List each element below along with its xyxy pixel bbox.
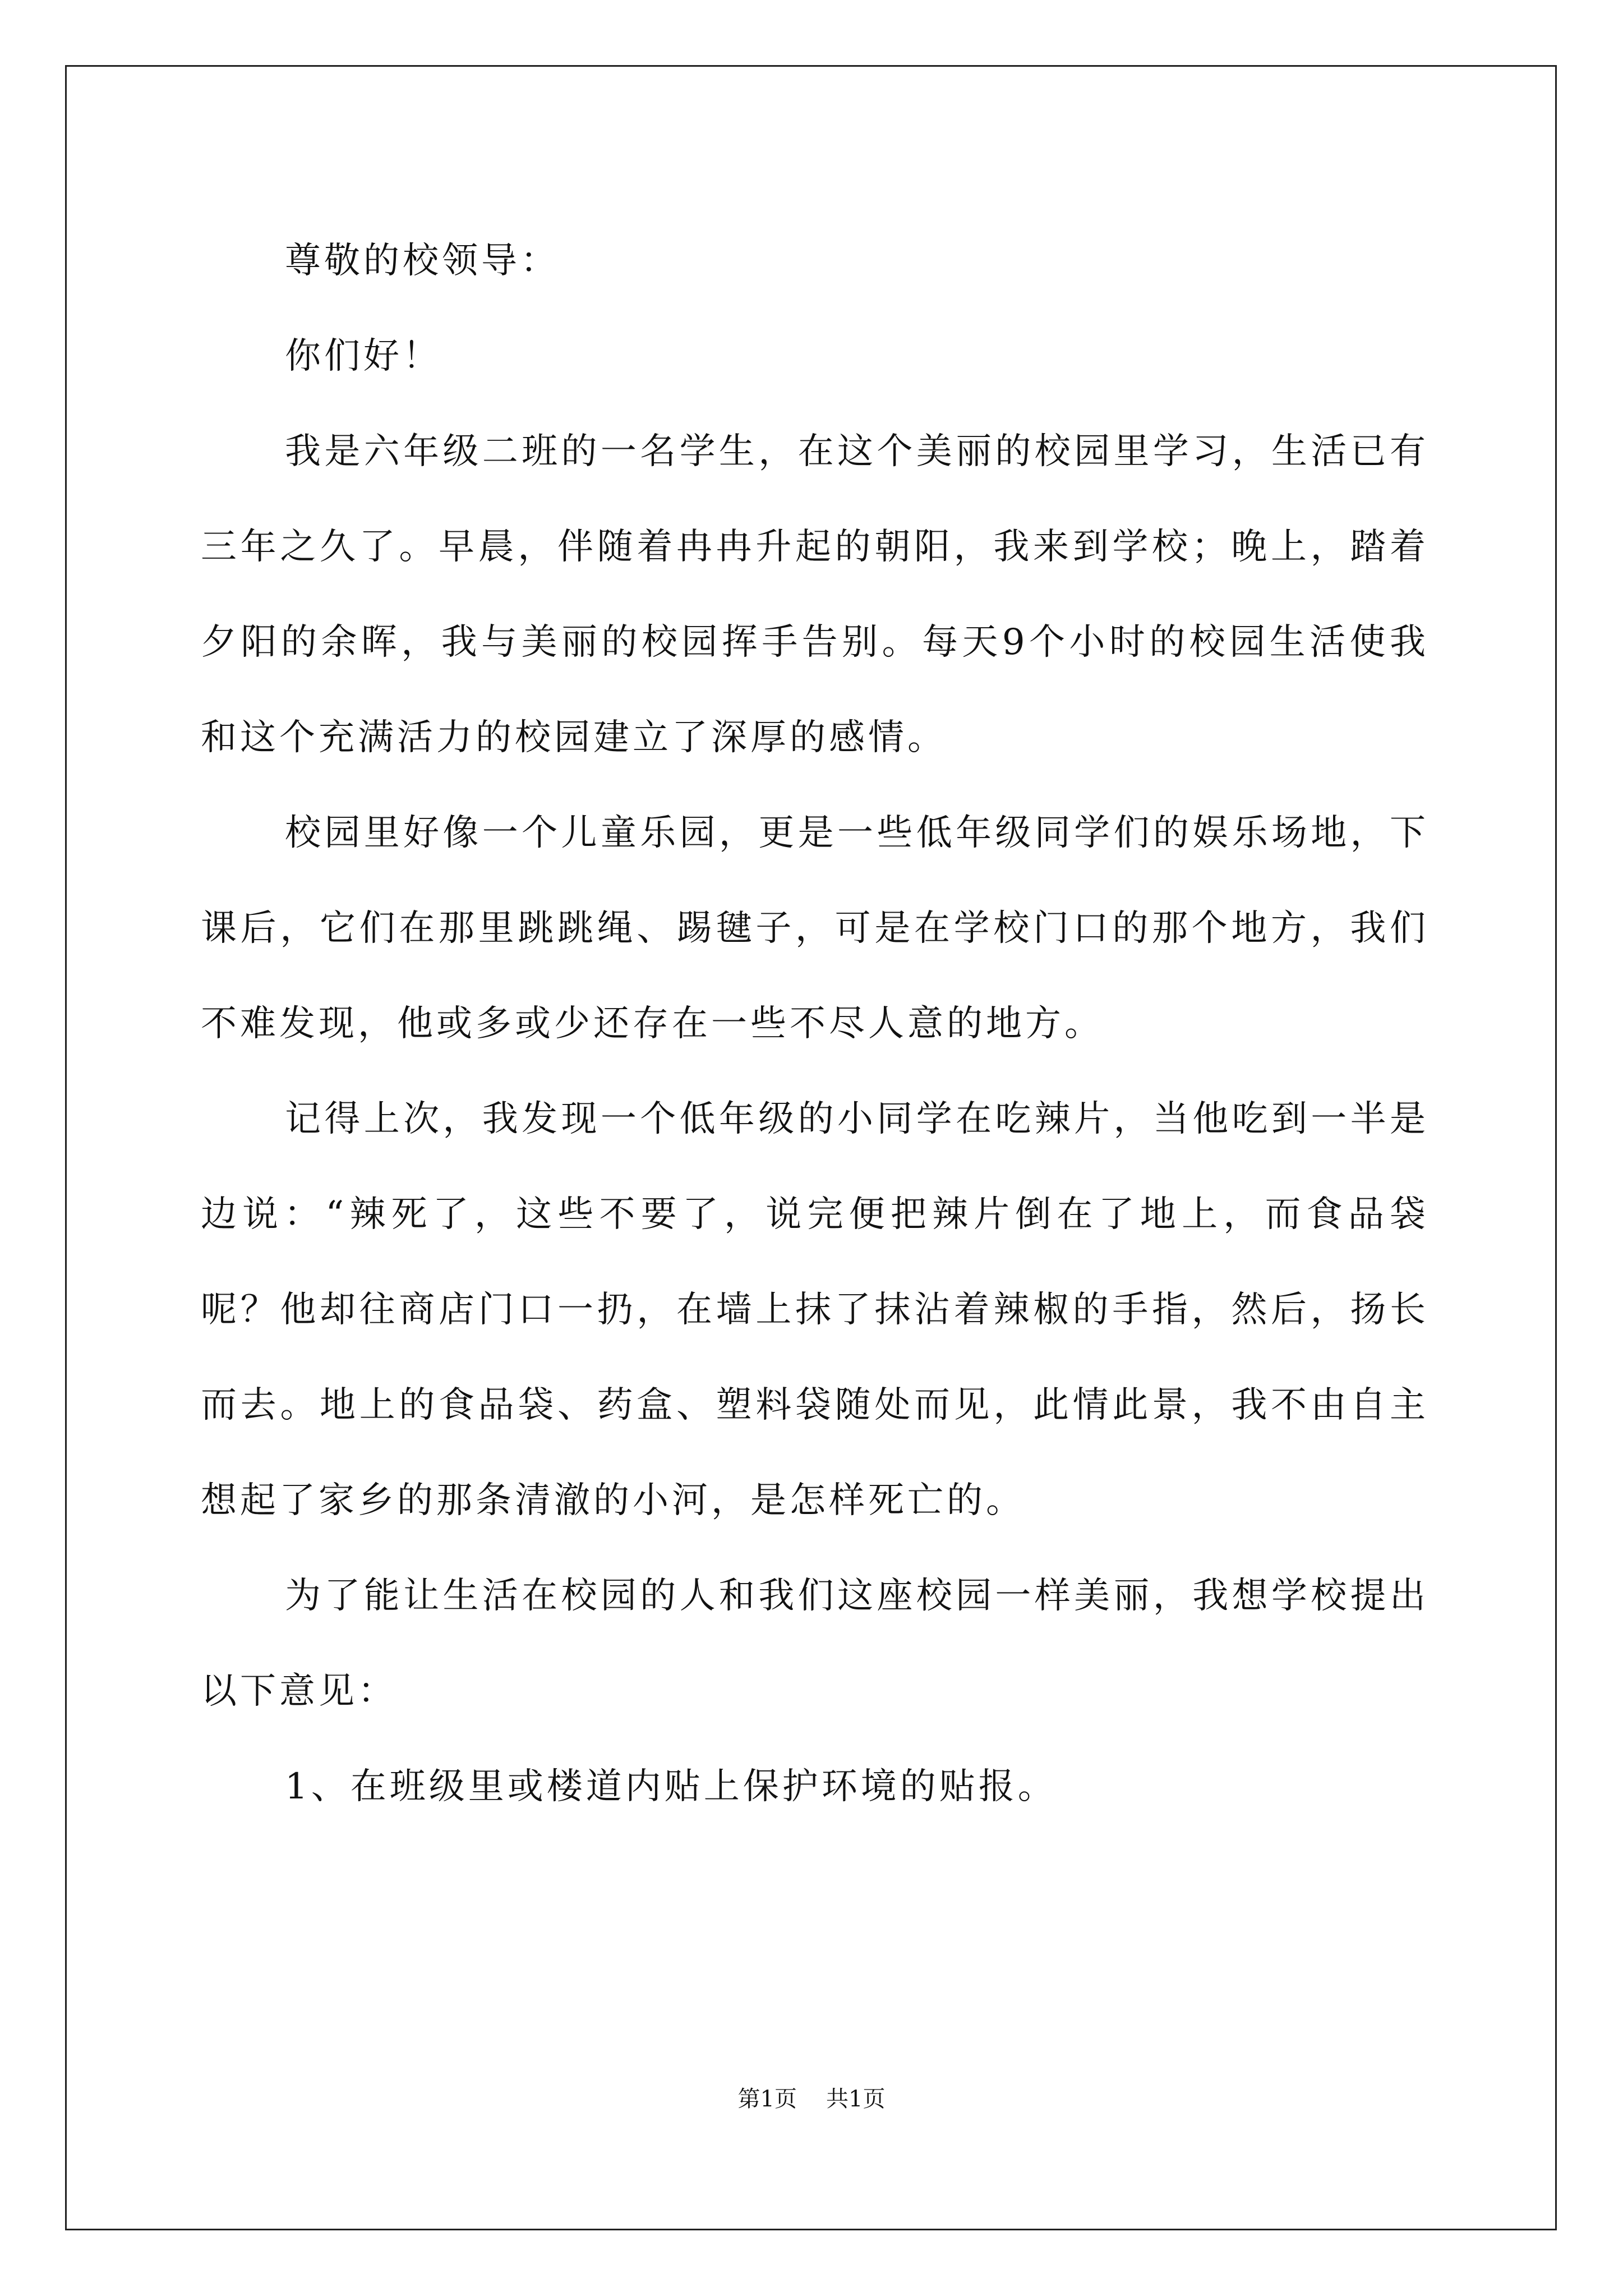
page-footer xyxy=(0,2083,1623,2115)
paragraph-campus: 校园里好像一个儿童乐园，更是一些低年级同学们的娱乐场地，下课后，它们在那里跳跳绳、踢毽子，可是在学校门口的那个地方，我们不难发现，他或多或少还存在一些不尽人意的地方。 xyxy=(201,812,1429,1045)
suggestion-item-1: 1、在班级里或楼道内贴上保护环境的贴报。 xyxy=(285,1766,1057,1807)
paragraph-proposal: 为了能让生活在校园的人和我们这座校园一样美丽，我想学校提出以下意见： xyxy=(201,1575,1429,1712)
letter-body xyxy=(201,213,1429,1834)
paragraph-intro: 我是六年级二班的一名学生，在这个美丽的校园里学习，生活已有三年之久了。早晨，伴随着冉冉升起的朝阳，我来到学校；晚上，踏着夕阳的余晖，我与美丽的校园挥手告别。每天9个小时的校园生活使我和这个充满活力的校园建立了深厚的感情。 xyxy=(201,431,1429,758)
salutation: 尊敬的校领导： xyxy=(285,240,560,282)
paragraph-incident: 记得上次，我发现一个低年级的小同学在吃辣片，当他吃到一半是边说：“辣死了，这些不要了，说完便把辣片倒在了地上，而食品袋呢？他却往商店门口一扔，在墙上抹了抹沾着辣椒的手指，然后，扬长而去。地上的食品袋、药盒、塑料袋随处而见，此情此景，我不由自主想起了家乡的那条清澈的小河，是怎样死亡的。 xyxy=(201,1098,1429,1521)
page-number: 第1页 xyxy=(737,2086,797,2112)
page-total: 共1页 xyxy=(826,2086,886,2112)
greeting: 你们好！ xyxy=(285,335,442,377)
